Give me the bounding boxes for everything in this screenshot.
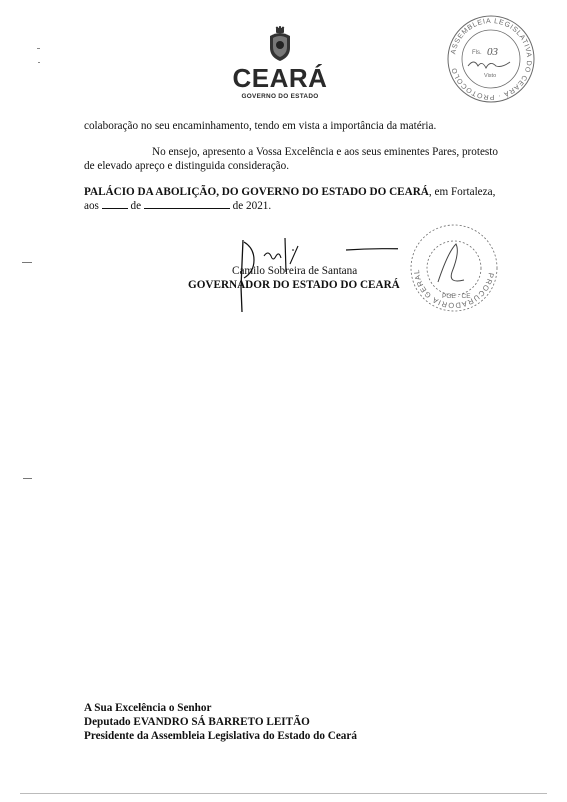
state-header — [230, 26, 330, 106]
signatory-name: Camilo Sobreira de Santana — [232, 265, 358, 277]
date-de: de — [130, 200, 142, 212]
date-line — [84, 199, 271, 214]
body-paragraph-2-line-2: de elevado apreço e distinguida consideração. — [84, 160, 290, 172]
protocol-stamp-ring-text: ASSEMBLEIA LEGISLATIVA DO CEARÁ · PROTOCOLO — [450, 17, 533, 101]
protocol-stamp-seal — [446, 14, 536, 104]
body-paragraph-1: colaboração no seu encaminhamento, tendo em vista a importância da matéria. — [84, 120, 437, 132]
place-line — [84, 185, 495, 200]
protocol-page-label: Fls. — [472, 50, 482, 56]
addressee-line-2: Deputado EVANDRO SÁ BARRETO LEITÃO — [84, 716, 310, 728]
pge-stamp — [408, 222, 500, 314]
margin-mark — [23, 478, 32, 479]
margin-mark — [37, 48, 40, 49]
margin-mark — [22, 262, 32, 263]
protocol-stamp — [446, 14, 536, 104]
protocol-visto-label: Visto — [484, 73, 497, 79]
addressee-line-3: Presidente da Assembleia Legislativa do Estado do Ceará — [84, 730, 357, 742]
pge-stamp-seal — [408, 222, 500, 314]
pge-stamp-ring-text: PROCURADORIA GERAL — [411, 268, 496, 311]
month-blank — [144, 208, 230, 209]
day-blank — [102, 208, 128, 209]
palace-name: PALÁCIO DA ABOLIÇÃO, DO GOVERNO DO ESTADO DO CEARÁ — [84, 186, 429, 198]
body-paragraph-2-line-1: No ensejo, apresento a Vossa Excelência e aos seus eminentes Pares, protesto — [152, 146, 498, 158]
coat-of-arms-icon — [266, 26, 294, 62]
page-bottom-rule — [20, 793, 547, 794]
signatory-title: GOVERNADOR DO ESTADO DO CEARÁ — [188, 279, 400, 291]
protocol-page-number: 03 — [487, 46, 498, 58]
state-name: CEARÁ — [232, 63, 328, 93]
date-year: de 2021. — [232, 200, 272, 212]
pge-stamp-bottom-text: PGE · CE — [442, 293, 471, 300]
date-aos: aos — [84, 200, 99, 212]
addressee-line-1: A Sua Excelência o Senhor — [84, 702, 212, 714]
margin-mark — [38, 62, 40, 63]
government-label: GOVERNO DO ESTADO — [241, 93, 319, 100]
city-text: , em Fortaleza, — [428, 186, 496, 198]
